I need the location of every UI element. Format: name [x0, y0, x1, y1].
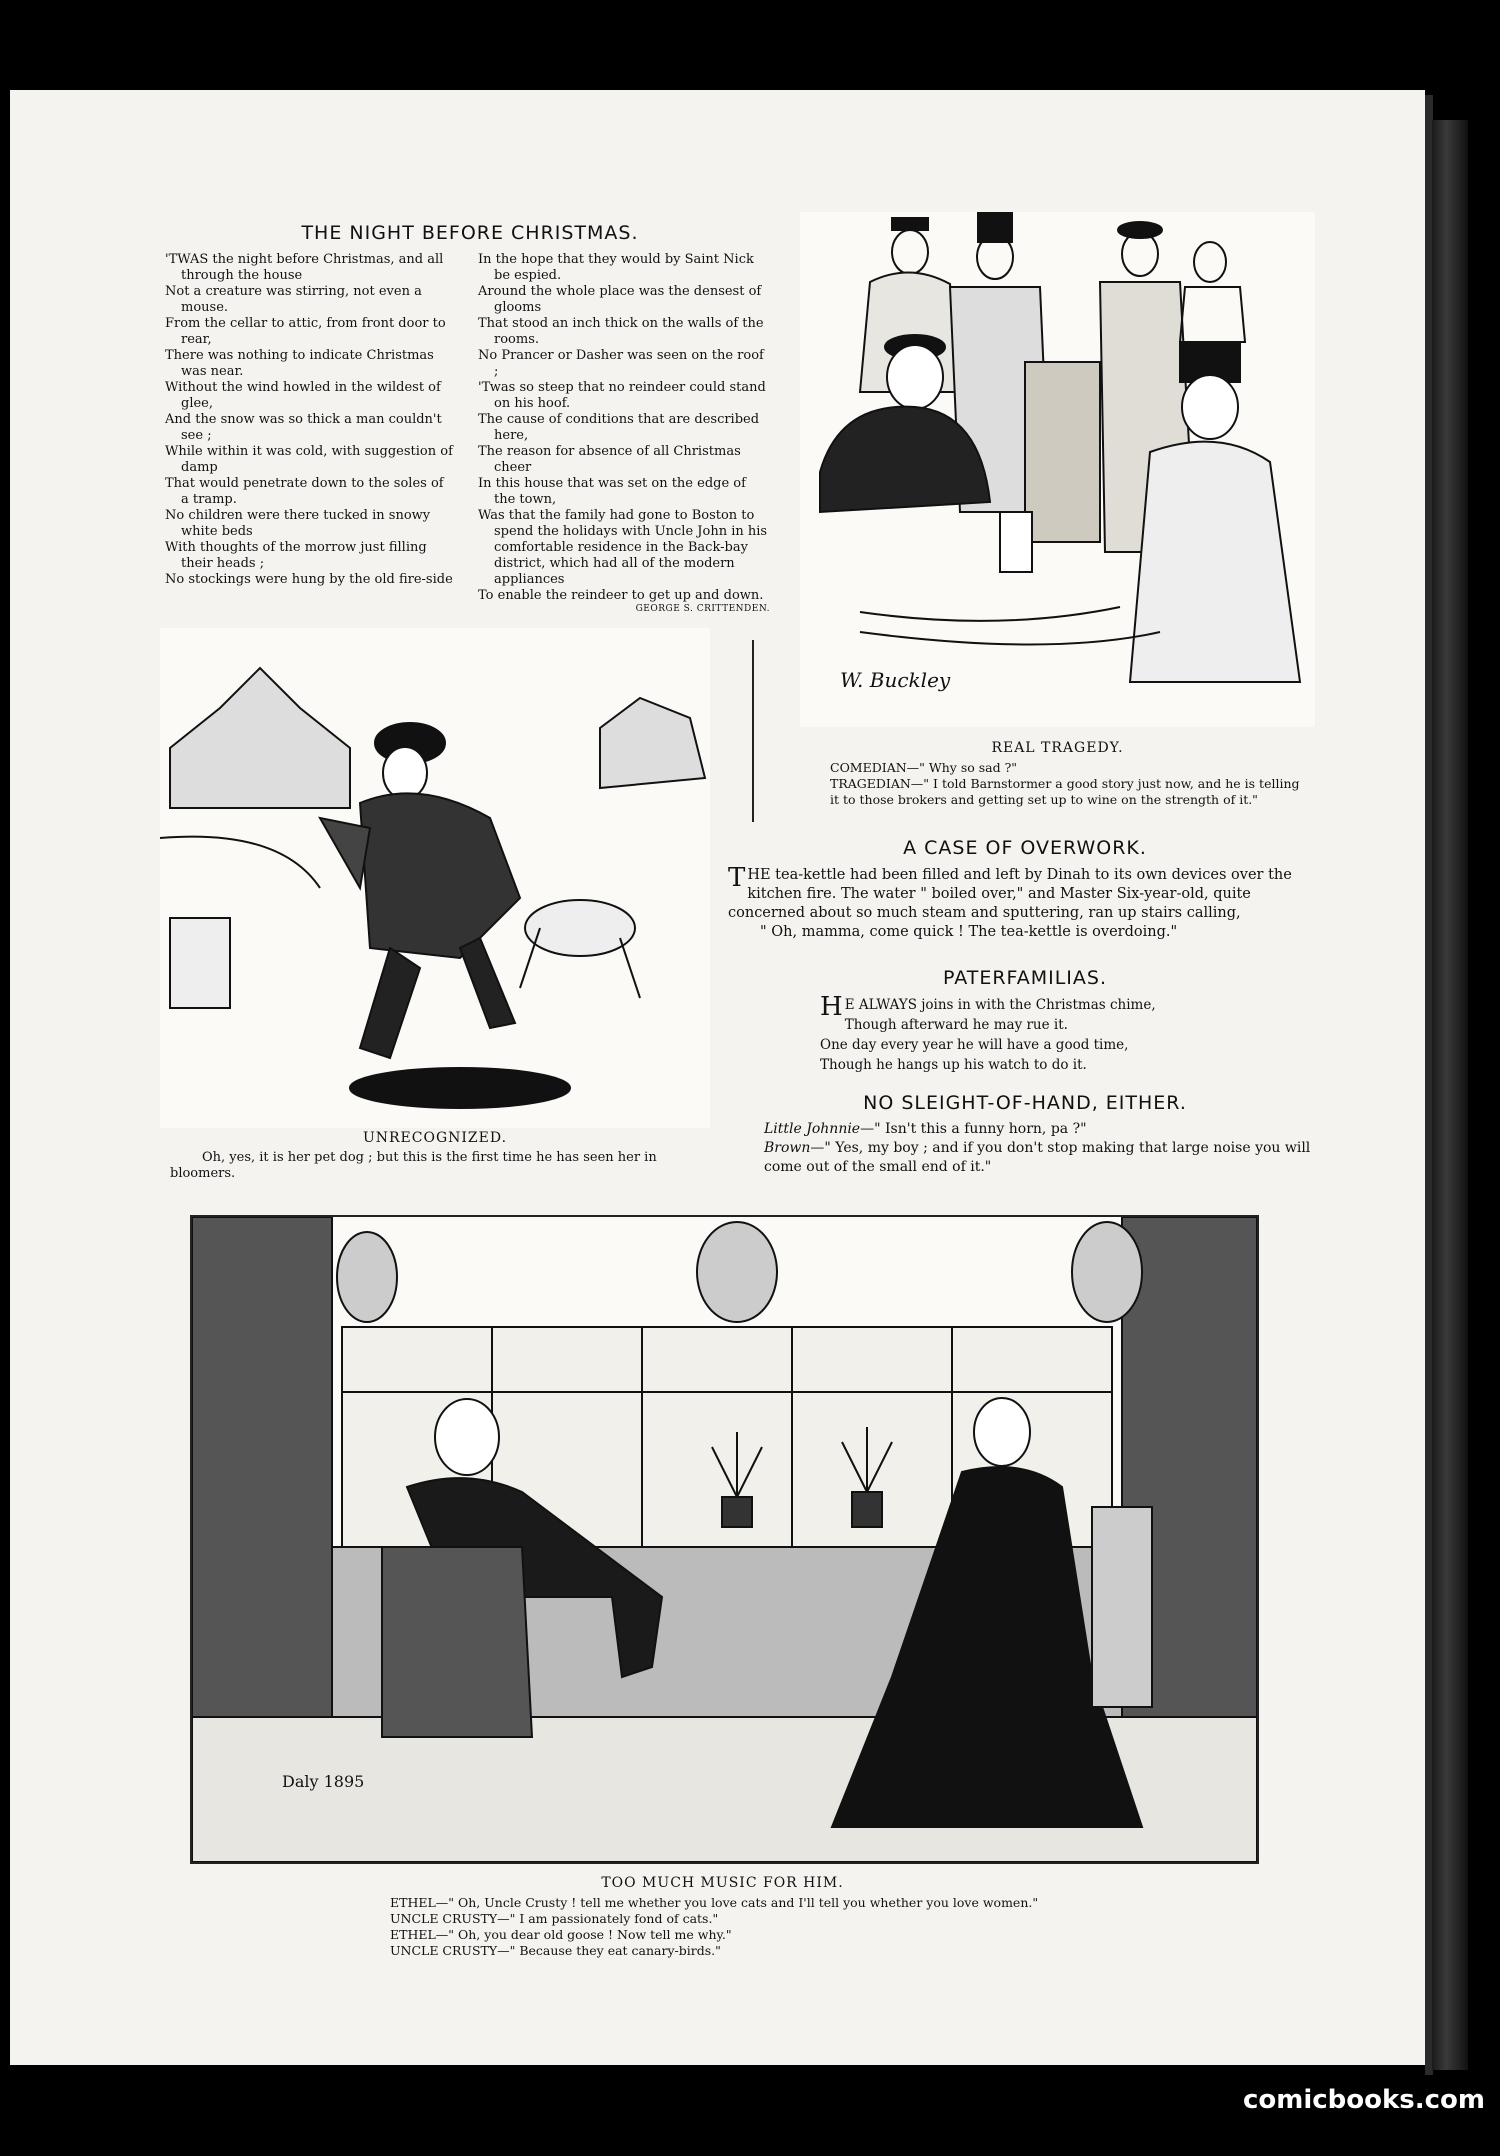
verse-line: E ALWAYS joins in with the Christmas chime,	[844, 997, 1156, 1013]
poem-line: From the cellar to attic, from front door to rear,	[165, 316, 446, 347]
overwork-text: HE tea-kettle had been filled and left by Dinah to its own devices over the kitchen fire. The water " boiled over," and Master Six-year-old, quite concerned about so much steam and sputtering, ran up stairs calling,	[728, 867, 1292, 921]
paterfamilias-verse	[820, 992, 1260, 1075]
poem-line: 'Twas so steep that no reindeer could stand on his hoof.	[478, 380, 766, 411]
poem-line: No Prancer or Dasher was seen on the roof ;	[478, 348, 764, 379]
dialogue-line: UNCLE CRUSTY—" I am passionately fond of cats."	[390, 1911, 719, 1926]
poem-line: In the hope that they would by Saint Nick be espied.	[478, 252, 754, 283]
poem-line: Without the wind howled in the wildest of glee,	[165, 380, 441, 411]
brown-line: " Yes, my boy ; and if you don't stop making that large noise you will come out of the small end of it."	[764, 1140, 1311, 1175]
poem-line: 'TWAS the night before Christmas, and all through the house	[165, 252, 444, 283]
watermark: comicbooks.com	[1242, 2085, 1485, 2115]
poem-column-2	[478, 252, 770, 604]
johnnie-line: " Isn't this a funny horn, pa ?"	[874, 1121, 1087, 1137]
brown-speaker: Brown—	[764, 1140, 825, 1156]
tragedian-line: TRAGEDIAN—" I told Barnstormer a good story just now, and he is telling it to those brokers and getting set up to wine on the strength of it."	[830, 776, 1300, 807]
poem-title: THE NIGHT BEFORE CHRISTMAS.	[301, 222, 639, 244]
poem-line: No stockings were hung by the old fire-side	[165, 572, 453, 587]
poem-line: Not a creature was stirring, not even a mouse.	[165, 284, 422, 315]
poem-line: With thoughts of the morrow just filling their heads ;	[165, 540, 427, 571]
poem-line: That would penetrate down to the soles of a tramp.	[165, 476, 444, 507]
paterfamilias-title: PATERFAMILIAS.	[942, 967, 1108, 989]
unrecognized-illustration	[160, 628, 710, 1128]
too-much-music-illustration	[190, 1215, 1259, 1864]
comedian-line: COMEDIAN—" Why so sad ?"	[830, 760, 1018, 775]
real-tragedy-illustration	[800, 212, 1315, 727]
poem-line: In this house that was set on the edge of the town,	[478, 476, 746, 507]
poem-line: There was nothing to indicate Christmas was near.	[165, 348, 434, 379]
verse-line: Though afterward he may rue it.	[844, 1017, 1068, 1033]
overwork-quote: " Oh, mamma, come quick ! The tea-kettle is overdoing."	[760, 924, 1178, 940]
paterfamilias-dropcap: H	[820, 992, 843, 1022]
poem-line: No children were there tucked in snowy white beds	[165, 508, 431, 539]
music-dialogue	[390, 1895, 1230, 1959]
buckley-signature: W. Buckley	[840, 668, 951, 692]
daly-signature: Daly 1895	[282, 1772, 365, 1791]
poem-line: While within it was cold, with suggestion of damp	[165, 444, 453, 475]
verse-line: One day every year he will have a good time,	[820, 1037, 1129, 1053]
poem-line: That stood an inch thick on the walls of the rooms.	[478, 316, 764, 347]
johnnie-speaker: Little Johnnie—	[764, 1121, 875, 1137]
dialogue-line: ETHEL—" Oh, Uncle Crusty ! tell me whether you love cats and I'll tell you whether you love women."	[390, 1895, 1039, 1910]
poem-line: And the snow was so thick a man couldn't see ;	[165, 412, 442, 443]
poem-column-1	[165, 252, 455, 588]
music-title: TOO MUCH MUSIC FOR HIM.	[601, 1875, 844, 1891]
verse-line: Though he hangs up his watch to do it.	[820, 1057, 1087, 1073]
poem-line: Around the whole place was the densest of glooms	[478, 284, 762, 315]
unrecognized-title: UNRECOGNIZED.	[362, 1130, 508, 1146]
overwork-dropcap: T	[728, 863, 746, 893]
column-divider	[752, 640, 754, 822]
real-tragedy-dialogue	[830, 760, 1310, 808]
book-spine	[1432, 120, 1468, 2070]
dialogue-line: ETHEL—" Oh, you dear old goose ! Now tell me why."	[390, 1927, 732, 1942]
poem-line: To enable the reindeer to get up and down.	[478, 588, 764, 603]
sleight-title: NO SLEIGHT-OF-HAND, EITHER.	[863, 1092, 1187, 1114]
poem-line: The reason for absence of all Christmas cheer	[478, 444, 741, 475]
overwork-title: A CASE OF OVERWORK.	[903, 837, 1147, 859]
real-tragedy-title: REAL TRAGEDY.	[991, 740, 1124, 756]
poem-line: Was that the family had gone to Boston to spend the holidays with Uncle John in his comfortable residence in the Back-bay district, which had all of the modern appliances	[478, 508, 768, 587]
dialogue-line: UNCLE CRUSTY—" Because they eat canary-birds."	[390, 1943, 721, 1958]
poem-author: GEORGE S. CRITTENDEN.	[635, 604, 770, 614]
unrecognized-text: Oh, yes, it is her pet dog ; but this is the first time he has seen her in bloomers.	[170, 1150, 657, 1181]
overwork-paragraph	[728, 863, 1310, 942]
sleight-dialogue	[730, 1120, 1315, 1177]
poem-line: The cause of conditions that are described here,	[478, 412, 760, 443]
